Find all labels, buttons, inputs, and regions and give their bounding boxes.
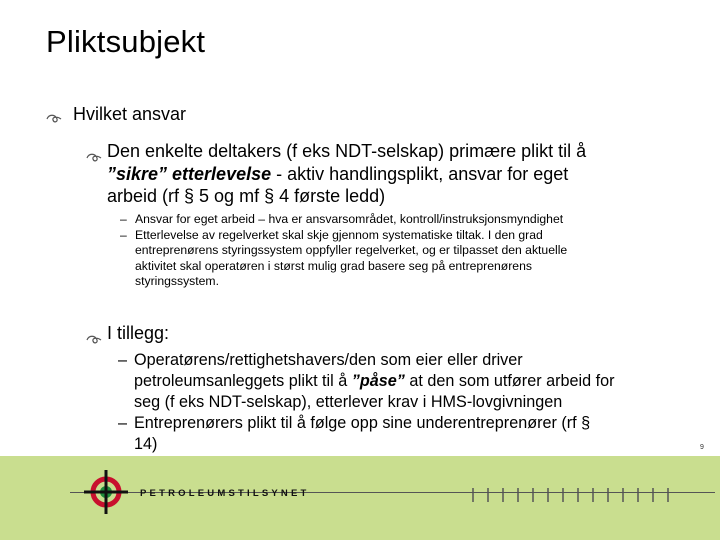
sub-bullet xyxy=(120,228,680,290)
footer-tick-marks xyxy=(471,488,671,502)
dash-marker: – xyxy=(118,414,128,432)
sub-bullet-line: Ansvar for eget arbeid – hva er ansvarsområdet, kontroll/instruksjonsmyndighet xyxy=(135,212,564,226)
sub-bullet-line: aktivitet skal operatøren i størst mulig grad basere seg på entreprenørens xyxy=(135,258,532,273)
dash-marker: – xyxy=(120,227,127,242)
dash-marker: – xyxy=(120,212,127,226)
sub-bullets-2 xyxy=(118,350,688,455)
sub-bullet xyxy=(118,413,688,455)
crosshair-logo-icon xyxy=(84,470,128,514)
sub-bullet-line: Operatørens/rettighetshavers/den som eier eller driver xyxy=(134,351,523,369)
sub-bullets-1 xyxy=(120,212,680,290)
point1-emphasis: ”sikre” etterlevelse xyxy=(107,163,272,184)
point1-line1: Den enkelte deltakers (f eks NDT-selskap) primære plikt til å xyxy=(107,141,587,161)
point1-line2: - aktiv handlingsplikt, ansvar for eget xyxy=(271,163,569,184)
bullet-point1-text xyxy=(107,140,666,208)
sub-bullet-line: seg (f eks NDT-selskap), etterlever krav i HMS-lovgivningen xyxy=(134,393,563,411)
swirl-bullet-icon xyxy=(46,108,62,129)
slide-title: Pliktsubjekt xyxy=(46,24,206,59)
point1-line3: arbeid (rf § 5 og mf § 4 første ledd) xyxy=(107,186,386,206)
dash-marker: – xyxy=(118,351,128,369)
sub-bullet-line: Etterlevelse av regelverket skal skje gjennom systematiske tiltak. I den grad xyxy=(135,227,543,242)
logo-wordmark: PETROLEUMSTILSYNET xyxy=(140,488,310,499)
swirl-bullet-icon xyxy=(86,329,102,350)
sub-bullet xyxy=(118,350,688,413)
bullet-level1-text: Hvilket ansvar xyxy=(73,104,187,124)
sub-bullet-line: 14) xyxy=(134,435,158,453)
pase-emphasis: ”påse” xyxy=(351,372,405,390)
bullet-point2-text: I tillegg: xyxy=(107,323,170,343)
swirl-bullet-icon xyxy=(86,146,102,169)
sub-bullet-line: at den som utfører arbeid for xyxy=(404,372,615,390)
sub-bullet-line: Entreprenørers plikt til å følge opp sine underentreprenører (rf § xyxy=(134,414,591,432)
sub-bullet xyxy=(120,212,680,228)
bullet-point1 xyxy=(86,140,666,208)
sub-bullet-line: petroleumsanleggets plikt til å xyxy=(134,372,352,390)
sub-bullet-line: styringssystem. xyxy=(135,274,219,289)
page-number: 9 xyxy=(700,444,704,451)
sub-bullet-line: entreprenørens styringssystem oppfyller regelverket, og er tilpasset den aktuelle xyxy=(135,243,568,258)
